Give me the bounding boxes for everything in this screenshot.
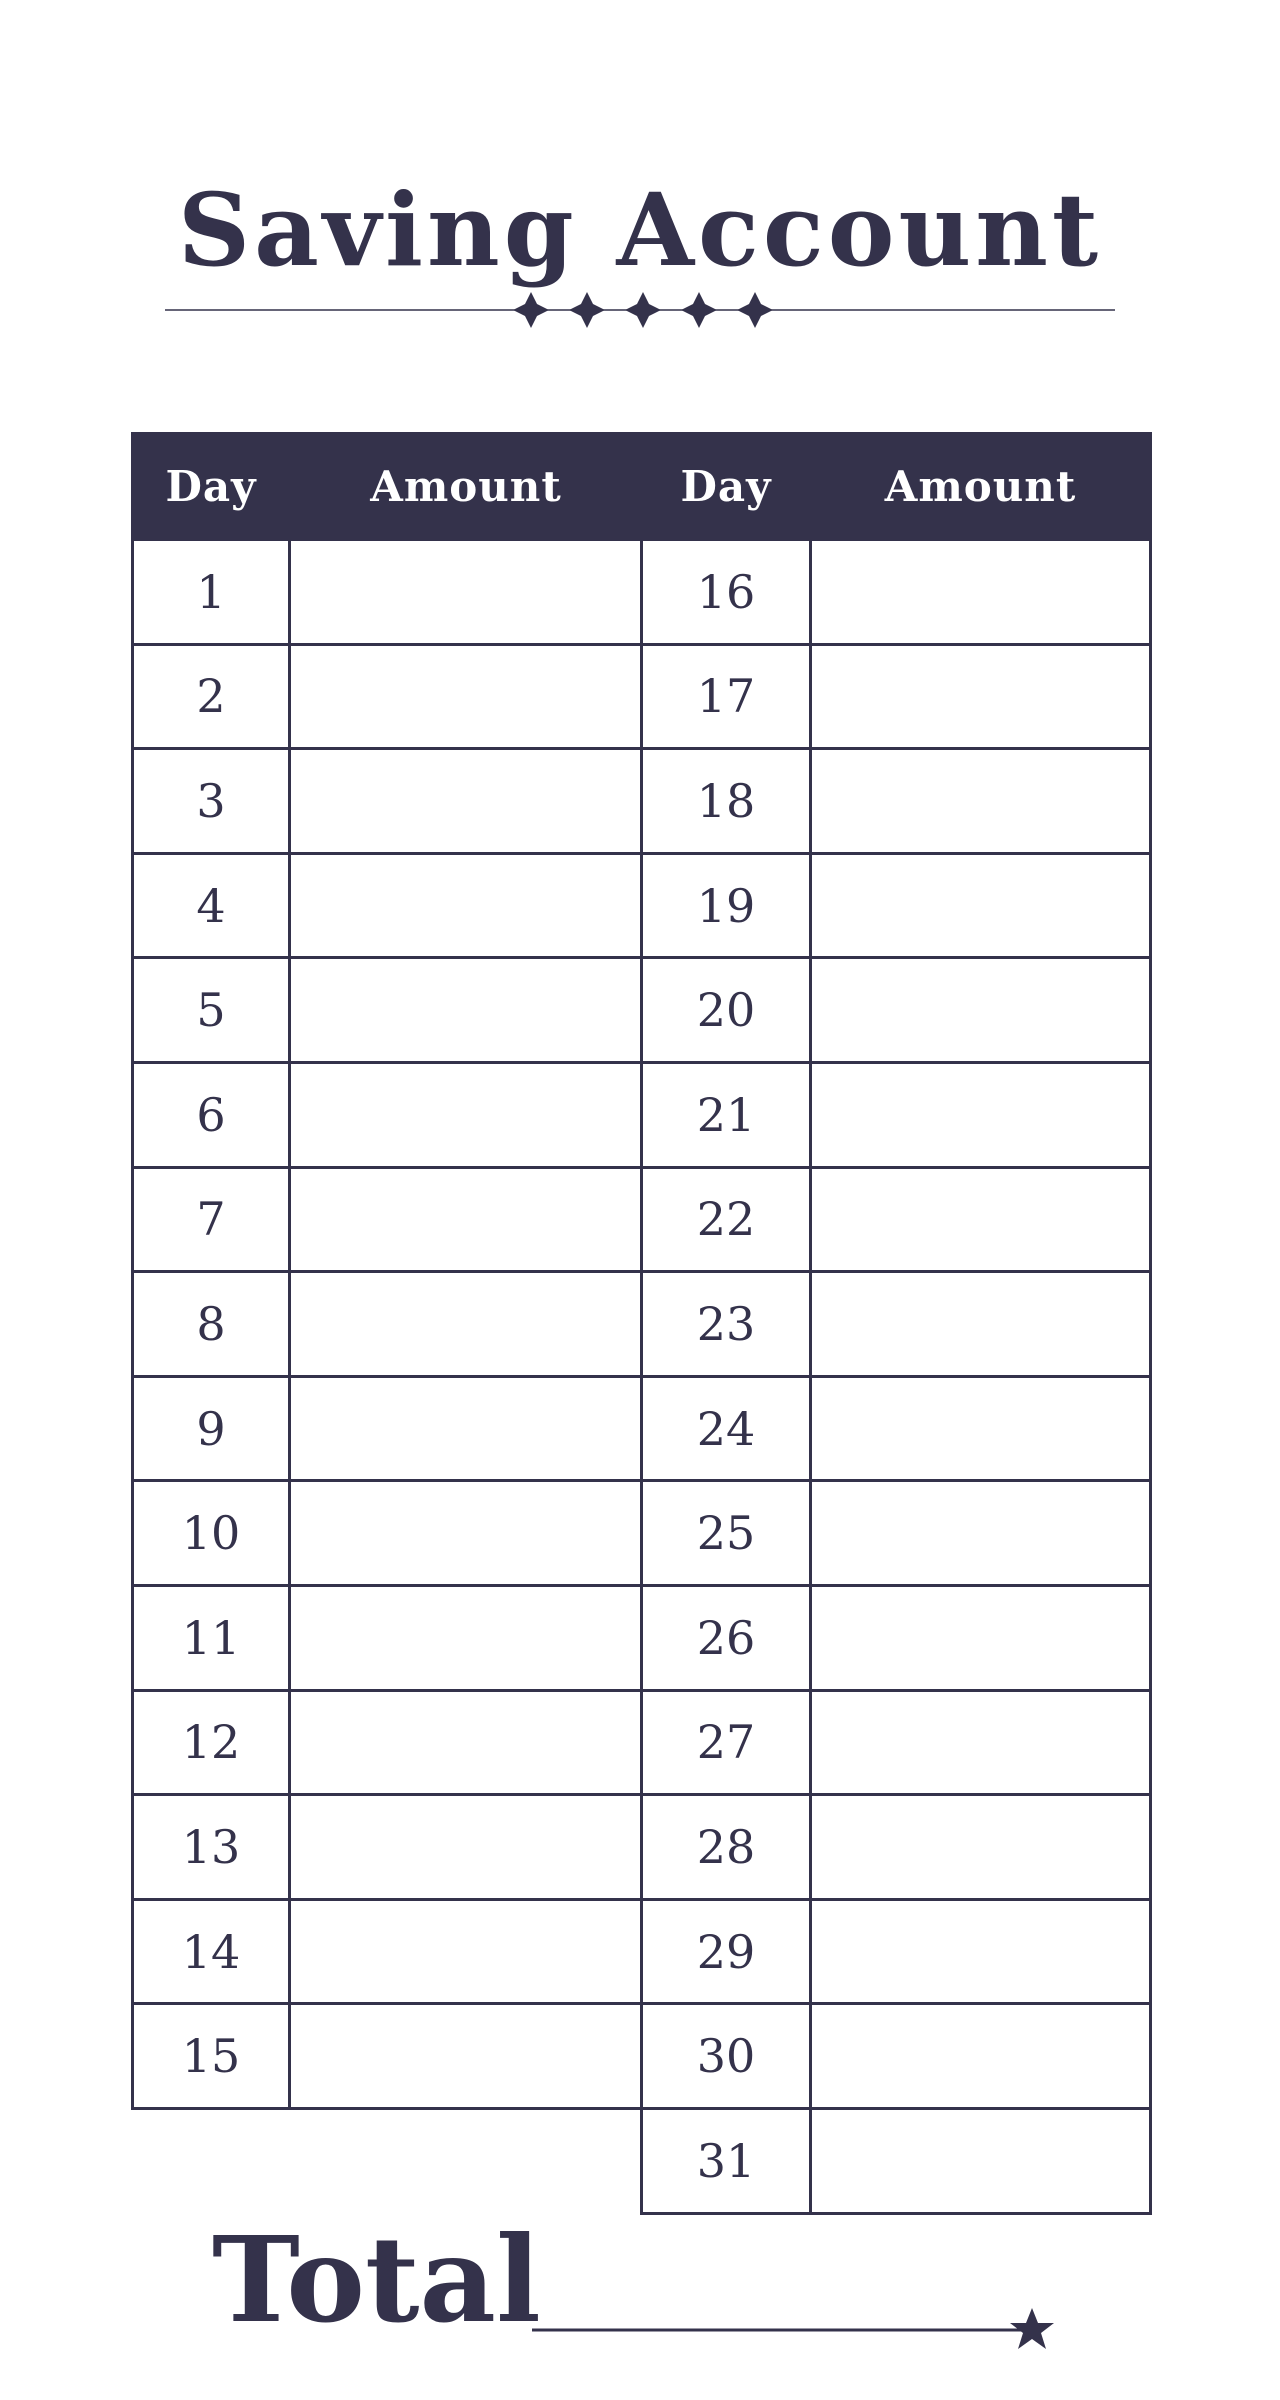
ledger-right-body — [642, 540, 1151, 2214]
day-cell: 29 — [642, 1899, 811, 2004]
day-cell: 21 — [642, 1062, 811, 1167]
table-row — [642, 1167, 1151, 1272]
day-cell: 10 — [133, 1481, 290, 1586]
day-cell: 9 — [133, 1376, 290, 1481]
title-divider — [165, 290, 1115, 330]
amount-cell[interactable] — [290, 1062, 643, 1167]
table-row — [642, 1376, 1151, 1481]
day-cell: 31 — [642, 2108, 811, 2213]
day-cell: 18 — [642, 749, 811, 854]
amount-cell[interactable] — [811, 749, 1151, 854]
ledger-left-body — [133, 540, 643, 2109]
amount-cell[interactable] — [811, 644, 1151, 749]
day-cell: 27 — [642, 1690, 811, 1795]
amount-cell[interactable] — [290, 1690, 643, 1795]
amount-cell[interactable] — [290, 540, 643, 645]
amount-cell[interactable] — [290, 1899, 643, 2004]
day-cell: 26 — [642, 1585, 811, 1690]
amount-cell[interactable] — [811, 1167, 1151, 1272]
amount-cell[interactable] — [290, 1272, 643, 1377]
amount-cell[interactable] — [811, 1376, 1151, 1481]
day-cell: 1 — [133, 540, 290, 645]
table-row — [642, 958, 1151, 1063]
amount-cell[interactable] — [290, 1585, 643, 1690]
day-cell: 6 — [133, 1062, 290, 1167]
table-row — [133, 958, 643, 1063]
amount-cell[interactable] — [811, 1795, 1151, 1900]
amount-cell[interactable] — [811, 958, 1151, 1063]
total-label: Total — [212, 2210, 541, 2349]
day-cell: 14 — [133, 1899, 290, 2004]
amount-header: Amount — [290, 434, 643, 540]
day-cell: 24 — [642, 1376, 811, 1481]
day-cell: 15 — [133, 2004, 290, 2109]
day-cell: 28 — [642, 1795, 811, 1900]
amount-cell[interactable] — [290, 853, 643, 958]
day-cell: 2 — [133, 644, 290, 749]
amount-cell[interactable] — [811, 1272, 1151, 1377]
amount-cell[interactable] — [290, 644, 643, 749]
day-cell: 30 — [642, 2004, 811, 2109]
day-cell: 12 — [133, 1690, 290, 1795]
amount-cell[interactable] — [290, 958, 643, 1063]
table-row — [133, 1272, 643, 1377]
table-row — [133, 1062, 643, 1167]
amount-cell[interactable] — [290, 1167, 643, 1272]
day-cell: 17 — [642, 644, 811, 749]
table-row — [133, 644, 643, 749]
amount-cell[interactable] — [290, 1376, 643, 1481]
table-row — [642, 2108, 1151, 2213]
amount-cell[interactable] — [811, 1481, 1151, 1586]
amount-cell[interactable] — [811, 1585, 1151, 1690]
table-row — [642, 1062, 1151, 1167]
amount-cell[interactable] — [811, 540, 1151, 645]
day-cell: 22 — [642, 1167, 811, 1272]
amount-cell[interactable] — [811, 2108, 1151, 2213]
day-cell: 20 — [642, 958, 811, 1063]
day-cell: 19 — [642, 853, 811, 958]
day-header: Day — [133, 434, 290, 540]
table-row — [642, 749, 1151, 854]
table-row — [133, 853, 643, 958]
amount-cell[interactable] — [811, 1690, 1151, 1795]
sparkle-icon — [569, 292, 605, 328]
amount-cell[interactable] — [290, 1481, 643, 1586]
table-row — [642, 1585, 1151, 1690]
day-cell: 16 — [642, 540, 811, 645]
day-cell: 3 — [133, 749, 290, 854]
amount-cell[interactable] — [811, 1062, 1151, 1167]
table-row — [642, 2004, 1151, 2109]
table-row — [642, 1899, 1151, 2004]
amount-header: Amount — [811, 434, 1151, 540]
amount-cell[interactable] — [290, 2004, 643, 2109]
day-cell: 25 — [642, 1481, 811, 1586]
page-title: Saving Account — [177, 171, 1103, 289]
total-write-line — [532, 2300, 1092, 2360]
table-row — [642, 540, 1151, 645]
table-row — [133, 749, 643, 854]
table-row — [133, 1167, 643, 1272]
sparkle-icon — [737, 292, 773, 328]
table-row — [133, 1690, 643, 1795]
table-row — [133, 1376, 643, 1481]
day-cell: 7 — [133, 1167, 290, 1272]
ledger-left-table — [131, 432, 644, 2110]
day-cell: 11 — [133, 1585, 290, 1690]
table-row — [642, 644, 1151, 749]
sparkle-icon — [625, 292, 661, 328]
table-row — [642, 1481, 1151, 1586]
table-row — [642, 1795, 1151, 1900]
amount-cell[interactable] — [290, 1795, 643, 1900]
table-row — [642, 1272, 1151, 1377]
table-row — [133, 1899, 643, 2004]
day-cell: 8 — [133, 1272, 290, 1377]
amount-cell[interactable] — [811, 1899, 1151, 2004]
day-cell: 5 — [133, 958, 290, 1063]
table-row — [133, 540, 643, 645]
day-cell: 13 — [133, 1795, 290, 1900]
table-row — [642, 853, 1151, 958]
sparkle-icon — [513, 292, 549, 328]
day-cell: 4 — [133, 853, 290, 958]
table-row — [133, 1481, 643, 1586]
table-row — [133, 1585, 643, 1690]
day-cell: 23 — [642, 1272, 811, 1377]
amount-cell[interactable] — [811, 2004, 1151, 2109]
table-row — [133, 1795, 643, 1900]
ledger-right-table — [640, 432, 1152, 2215]
amount-cell[interactable] — [811, 853, 1151, 958]
table-row — [133, 2004, 643, 2109]
amount-cell[interactable] — [290, 749, 643, 854]
table-row — [642, 1690, 1151, 1795]
day-header: Day — [642, 434, 811, 540]
sparkle-icon — [681, 292, 717, 328]
